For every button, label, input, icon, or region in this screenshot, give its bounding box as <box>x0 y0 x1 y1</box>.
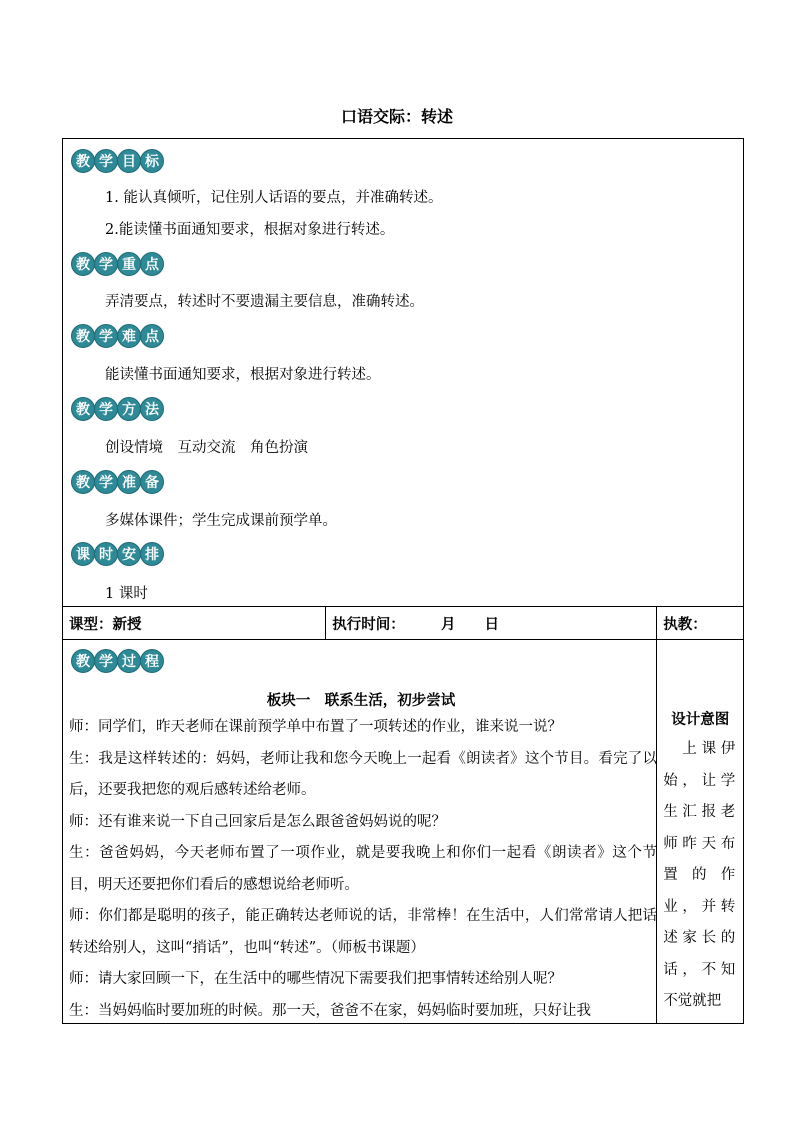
methods-heading <box>71 397 163 421</box>
heading-char: 过 <box>117 649 141 673</box>
schedule-text: 1 课时 <box>105 586 148 602</box>
heading-char: 学 <box>94 649 118 673</box>
heading-char: 法 <box>140 397 164 421</box>
heading-char: 重 <box>117 252 141 276</box>
goal-line-1: 1. 能认真倾听，记住别人话语的要点，并准确转述。 <box>105 190 443 206</box>
heading-char: 排 <box>140 542 164 566</box>
heading-char: 学 <box>94 149 118 173</box>
dialogue-paragraphs <box>69 712 657 1027</box>
teacher-label: 执教： <box>663 616 707 633</box>
dialogue-line: 生：当妈妈临时要加班的时候。那一天，爸爸不在家，妈妈临时要加班，只好让我 <box>69 1002 591 1019</box>
block-title: 板块一 联系生活，初步尝试 <box>266 693 456 709</box>
heading-char: 学 <box>94 397 118 421</box>
process-main-column <box>63 640 657 1023</box>
design-intent-text: 上课伊始，让学生汇报老师昨天布置的作业，并转述家长的话，不知不觉就把 <box>663 741 736 1009</box>
heading-char: 标 <box>140 149 164 173</box>
heading-char: 教 <box>71 470 95 494</box>
dialogue-line: 生：我是这样转述的：妈妈，老师让我和您今天晚上一起看《朗读者》这个节目。看完了以后，还要我把您的观后感转述给老师。 <box>69 750 657 798</box>
key-points-text: 弄清要点，转述时不要遗漏主要信息，准确转述。 <box>105 294 424 310</box>
dialogue-line: 师：还有谁来说一下自己回家后是怎么跟爸爸妈妈说的呢？ <box>69 813 446 830</box>
schedule-heading <box>71 542 163 566</box>
heading-char: 时 <box>94 542 118 566</box>
heading-char: 准 <box>117 470 141 494</box>
lesson-overview-box <box>62 138 744 607</box>
goals-heading <box>71 149 163 173</box>
heading-char: 教 <box>71 649 95 673</box>
heading-char: 教 <box>71 149 95 173</box>
heading-char: 难 <box>117 324 141 348</box>
preparation-heading <box>71 470 163 494</box>
dialogue-line: 师：同学们，昨天老师在课前预学单中布置了一项转述的作业，谁来说一说？ <box>69 719 562 735</box>
page-title: 口语交际：转述 <box>340 107 453 126</box>
dialogue-line: 师：请大家回顾一下，在生活中的哪些情况下需要我们把事情转述给别人呢？ <box>69 971 562 987</box>
execution-time: 执行时间： 月 日 <box>326 607 657 639</box>
teaching-process-box <box>62 639 744 1024</box>
design-intent-column <box>657 640 743 1023</box>
heading-char: 目 <box>117 149 141 173</box>
heading-char: 点 <box>140 324 164 348</box>
goal-line-2: 2.能读懂书面通知要求，根据对象进行转述。 <box>105 222 395 238</box>
difficulties-text: 能读懂书面通知要求，根据对象进行转述。 <box>105 367 381 383</box>
preparation-text: 多媒体课件；学生完成课前预学单。 <box>105 513 337 529</box>
heading-char: 学 <box>94 324 118 348</box>
heading-char: 教 <box>71 252 95 276</box>
design-intent-title: 设计意图 <box>671 712 730 728</box>
info-row <box>62 606 744 640</box>
heading-char: 课 <box>71 542 95 566</box>
heading-char: 教 <box>71 324 95 348</box>
process-heading <box>71 649 163 673</box>
heading-char: 点 <box>140 252 164 276</box>
dialogue-line: 师：你们都是聪明的孩子，能正确转达老师说的话，非常棒！在生活中，人们常常请人把话转述给别人，这叫“捎话”，也叫“转述”。（师板书课题） <box>69 908 657 956</box>
key-points-heading <box>71 252 163 276</box>
heading-char: 程 <box>140 649 164 673</box>
heading-char: 教 <box>71 397 95 421</box>
heading-char: 学 <box>94 252 118 276</box>
dialogue-line: 生：爸爸妈妈，今天老师布置了一项作业，就是要我晚上和你们一起看《朗读者》这个节目，明天还要把你们看后的感想说给老师听。 <box>69 845 657 893</box>
heading-char: 方 <box>117 397 141 421</box>
methods-text: 创设情境 互动交流 角色扮演 <box>105 440 308 456</box>
heading-char: 备 <box>140 470 164 494</box>
difficulties-heading <box>71 324 163 348</box>
heading-char: 安 <box>117 542 141 566</box>
heading-char: 学 <box>94 470 118 494</box>
lesson-type: 课型：新授 <box>63 607 326 639</box>
